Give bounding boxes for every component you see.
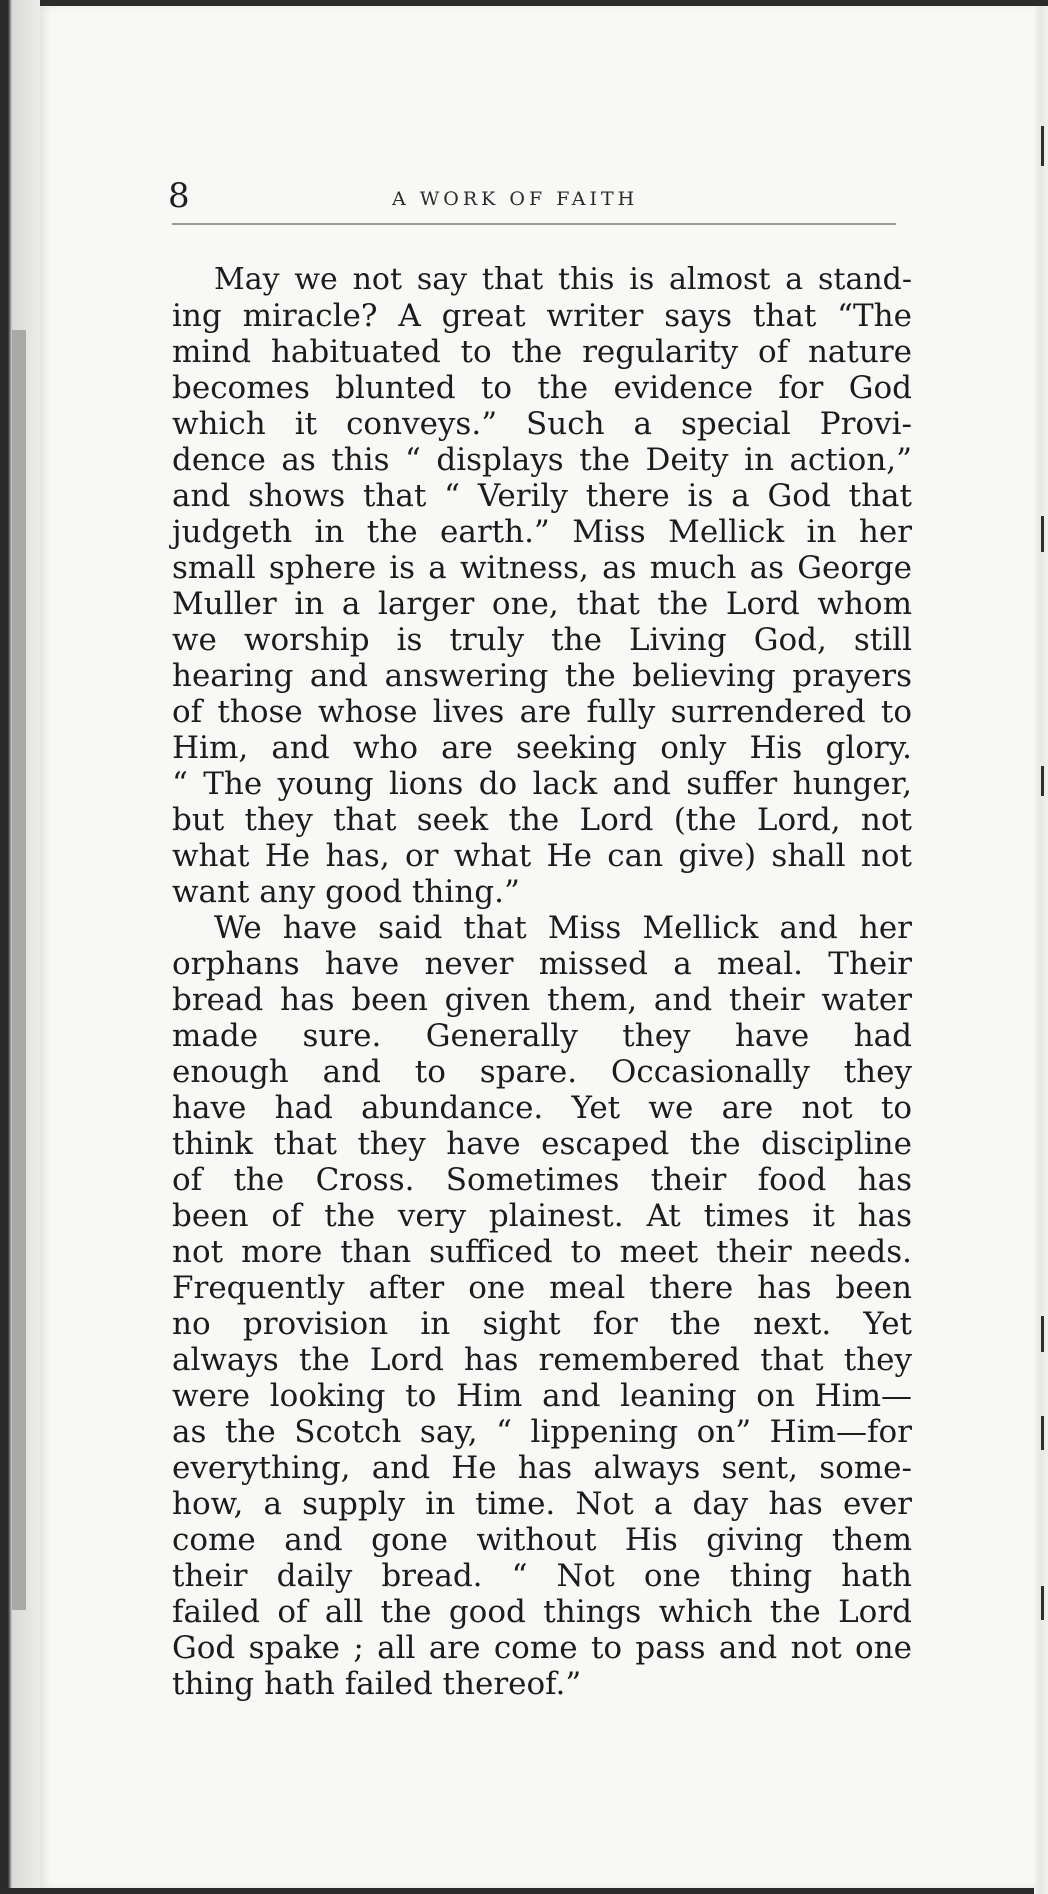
text-line: “ The young lions do lack and suffer hunger, — [172, 766, 912, 802]
page-number: 8 — [168, 176, 190, 216]
text-line: orphans have never missed a meal. Their — [172, 946, 912, 982]
paragraph — [172, 262, 912, 910]
text-line: but they that seek the Lord (the Lord, not — [172, 802, 912, 838]
text-line: thing hath failed thereof.” — [172, 1666, 582, 1702]
text-line: think that they have escaped the discipline — [172, 1126, 912, 1162]
text-line: failed of all the good things which the Lord — [172, 1594, 912, 1630]
text-line: enough and to spare. Occasionally they — [172, 1054, 912, 1090]
book-gutter — [0, 0, 40, 1888]
right-edge-marks — [1034, 6, 1044, 1894]
text-line: want any good thing.” — [172, 874, 520, 910]
text-line: always the Lord has remembered that they — [172, 1342, 912, 1378]
text-line: small sphere is a witness, as much as George — [172, 550, 912, 586]
text-line: Him, and who are seeking only His glory. — [172, 730, 912, 766]
text-line: May we not say that this is almost a stand- — [214, 262, 912, 297]
text-line: we worship is truly the Living God, still — [172, 622, 912, 658]
body-text — [172, 262, 912, 1702]
page-edge-shadow — [12, 330, 26, 1610]
text-line: bread has been given them, and their water — [172, 982, 912, 1018]
text-line: of those whose lives are fully surrendered to — [172, 694, 912, 730]
text-line: hearing and answering the believing prayers — [172, 658, 912, 694]
header-rule — [172, 223, 896, 225]
text-line: Muller in a larger one, that the Lord whom — [172, 586, 912, 622]
text-line: which it conveys.” Such a special Provi- — [172, 406, 912, 442]
text-line: We have said that Miss Mellick and her — [214, 910, 912, 946]
text-line: everything, and He has always sent, some- — [172, 1450, 912, 1486]
text-line: were looking to Him and leaning on Him— — [172, 1378, 912, 1414]
text-line: dence as this “ displays the Deity in action,” — [172, 442, 912, 478]
text-line: and shows that “ Verily there is a God that — [172, 478, 912, 514]
text-line: of the Cross. Sometimes their food has — [172, 1162, 912, 1198]
running-head: A WORK OF FAITH — [392, 188, 639, 210]
text-line: becomes blunted to the evidence for God — [172, 370, 912, 406]
text-line: ing miracle? A great writer says that “The — [172, 298, 912, 334]
text-line: mind habituated to the regularity of nature — [172, 334, 912, 370]
text-line: God spake ; all are come to pass and not one — [172, 1630, 912, 1666]
text-line: come and gone without His giving them — [172, 1522, 912, 1558]
text-line: what He has, or what He can give) shall not — [172, 838, 912, 874]
text-line: their daily bread. “ Not one thing hath — [172, 1558, 912, 1594]
text-line: made sure. Generally they have had — [172, 1018, 912, 1054]
page-header — [130, 176, 900, 226]
text-line: not more than sufficed to meet their needs. — [172, 1234, 912, 1270]
text-line: how, a supply in time. Not a day has ever — [172, 1486, 912, 1522]
text-line: judgeth in the earth.” Miss Mellick in her — [172, 514, 912, 550]
text-line: no provision in sight for the next. Yet — [172, 1306, 912, 1342]
text-line: as the Scotch say, “ lippening on” Him—for — [172, 1414, 912, 1450]
text-line: have had abundance. Yet we are not to — [172, 1090, 912, 1126]
text-line: been of the very plainest. At times it has — [172, 1198, 912, 1234]
paragraph — [172, 910, 912, 1702]
text-line: Frequently after one meal there has been — [172, 1270, 912, 1306]
